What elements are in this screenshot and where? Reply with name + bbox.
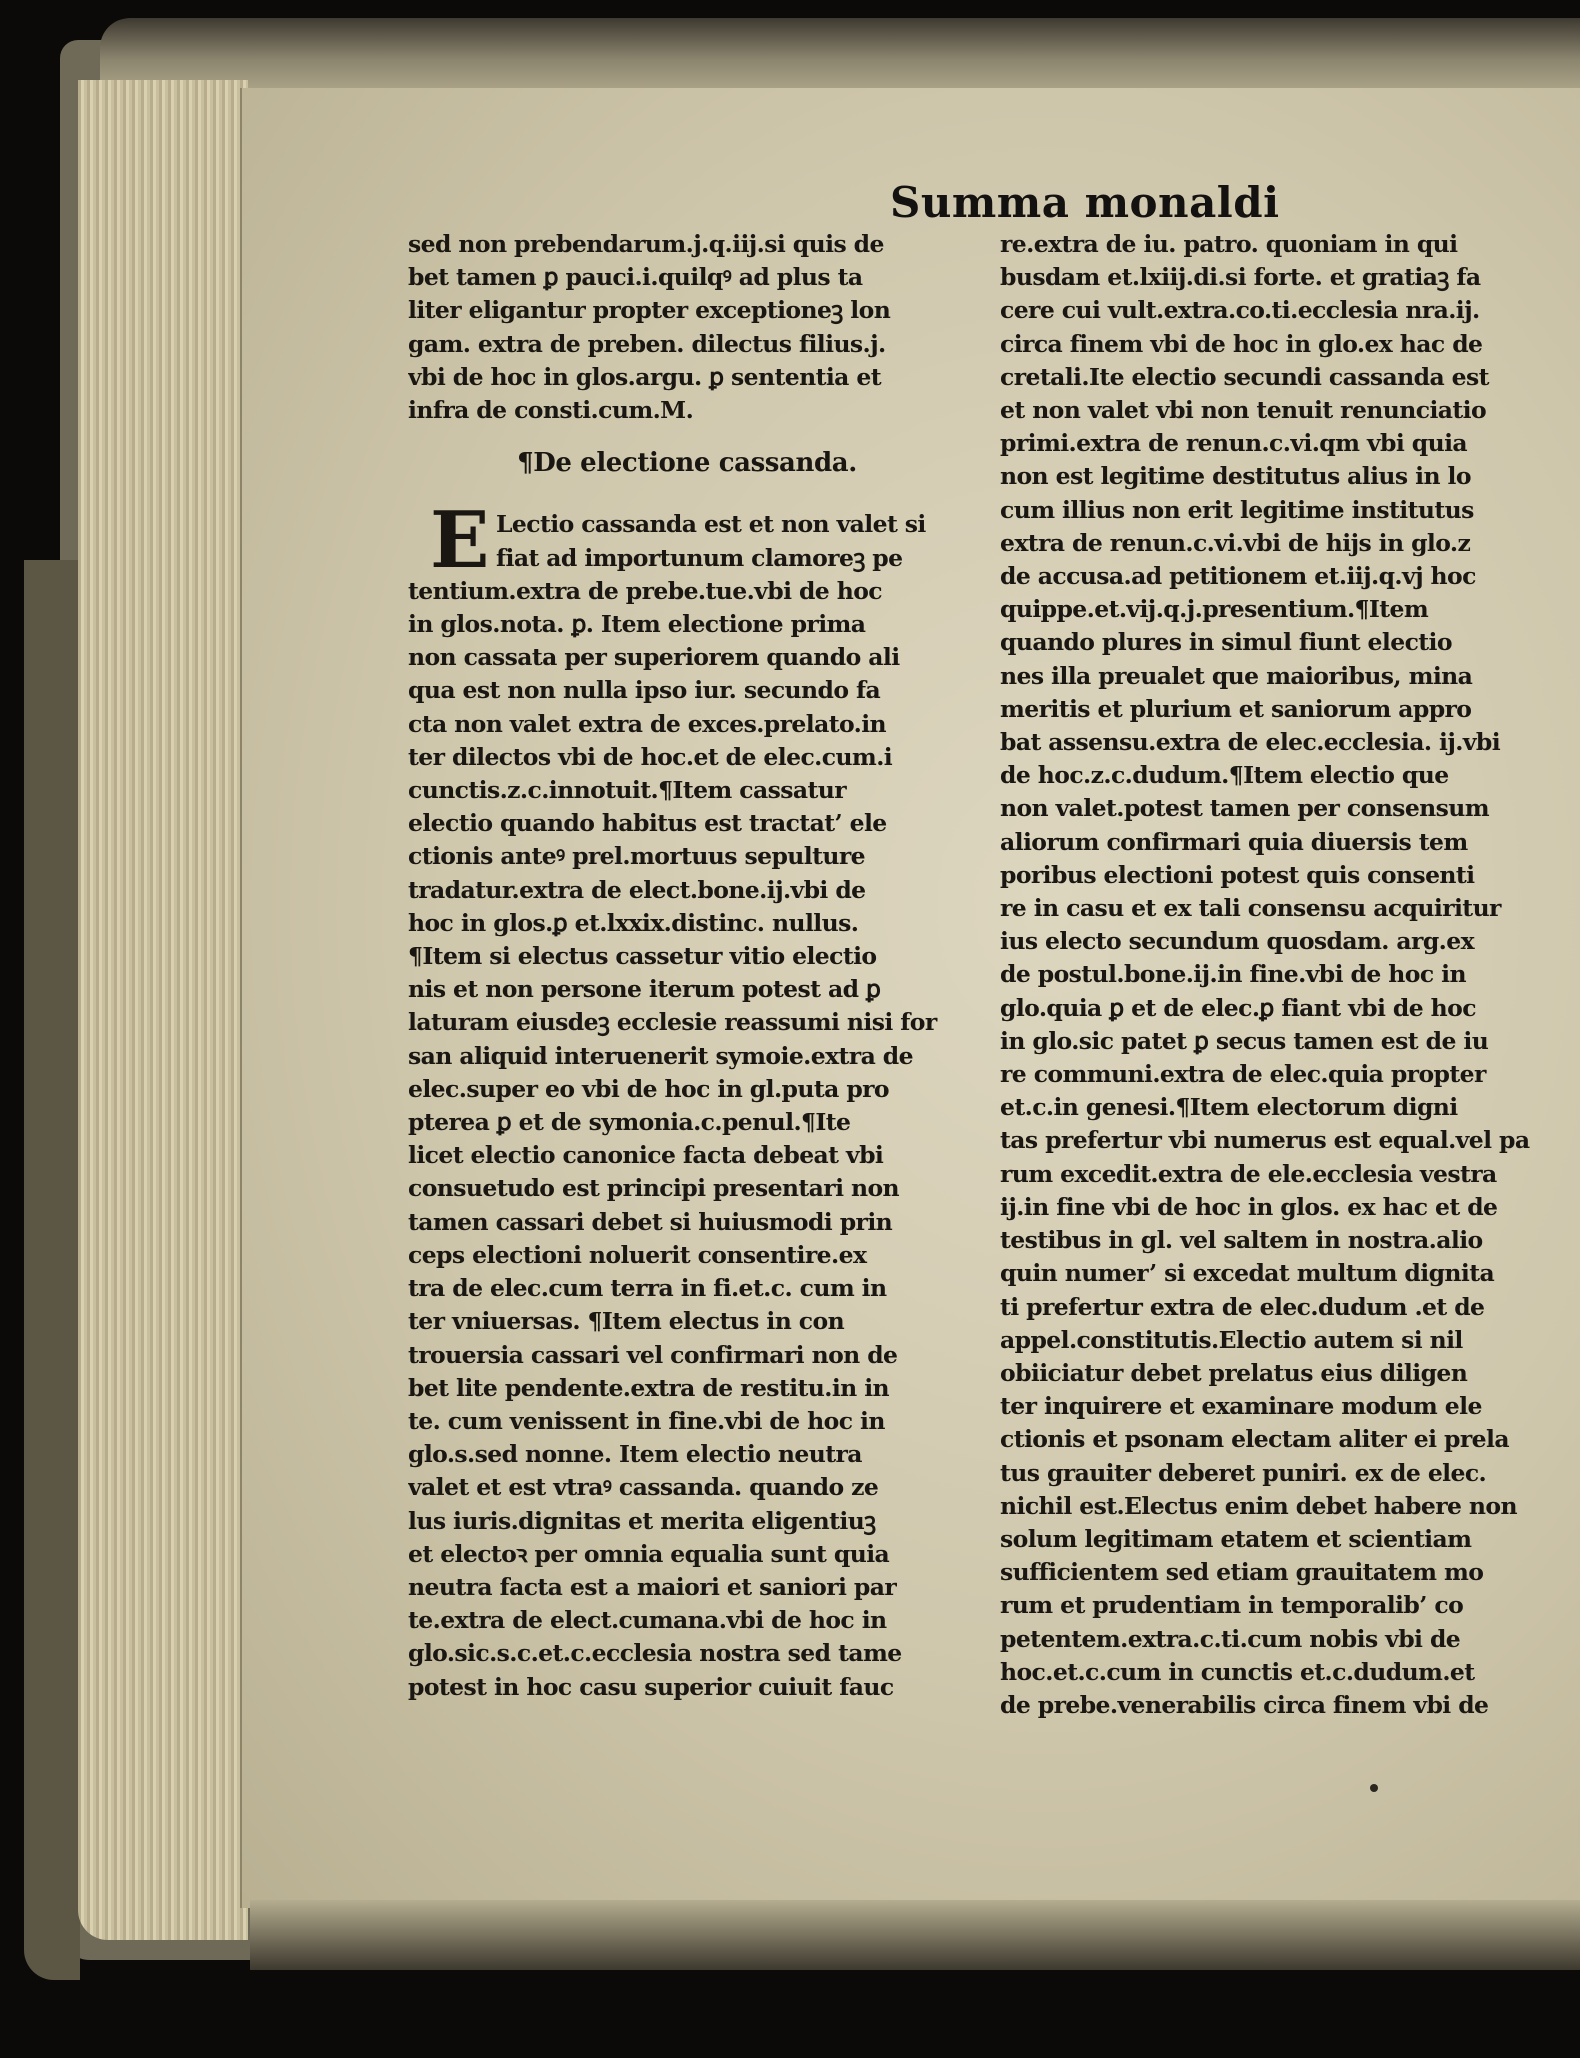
text-line: cta non valet extra de exces.prelato.in: [408, 709, 887, 738]
cover-edge: [24, 560, 80, 1980]
text-line: busdam et.lxiij.di.si forte. et gratiaꝫ fa: [1000, 263, 1481, 292]
book-top-edge: [100, 18, 1580, 88]
text-line: tus grauiter deberet puniri. ex de elec.: [1000, 1458, 1487, 1487]
text-line: ceps electioni noluerit consentire.ex: [408, 1240, 867, 1269]
text-line: ti prefertur extra de elec.dudum .et de: [1000, 1292, 1485, 1321]
text-line: non cassata per superiorem quando ali: [408, 643, 900, 672]
text-line: re in casu et ex tali consensu acquiritur: [1000, 894, 1501, 923]
text-line: trouersia cassari vel confirmari non de: [408, 1340, 898, 1369]
text-line: nichil est.Electus enim debet habere non: [1000, 1491, 1517, 1520]
text-line: in glo.sic patet ꝑ secus tamen est de iu: [1000, 1026, 1489, 1055]
text-line: bet tamen ꝑ pauci.i.quilqꝰ ad plus ta: [408, 263, 863, 292]
text-line: meritis et plurium et saniorum appro: [1000, 694, 1472, 723]
text-line: ter dilectos vbi de hoc.et de elec.cum.i: [408, 742, 893, 771]
text-line: te. cum venissent in fine.vbi de hoc in: [408, 1406, 885, 1435]
text-line: re.extra de iu. patro. quoniam in qui: [1000, 230, 1458, 258]
text-line: cunctis.z.c.innotuit.¶Item cassatur: [408, 776, 847, 805]
text-line: ter vniuersas. ¶Item electus in con: [408, 1307, 845, 1336]
left-column: [408, 228, 966, 1704]
text-line: hoc in glos.ꝑ et.lxxix.distinc. nullus.: [408, 908, 859, 937]
text-line: infra de consti.cum.M.: [408, 396, 694, 425]
text-line: electio quando habitus est tractat’ ele: [408, 809, 887, 838]
text-line: Lectio cassanda est et non valet si: [496, 510, 926, 539]
text-line: ter inquirere et examinare modum ele: [1000, 1392, 1482, 1421]
text-line: tradatur.extra de elect.bone.ij.vbi de: [408, 875, 866, 904]
text-line: te.extra de elect.cumana.vbi de hoc in: [408, 1606, 887, 1635]
text-line: sufficientem sed etiam grauitatem mo: [1000, 1558, 1484, 1587]
text-line: aliorum confirmari quia diuersis tem: [1000, 827, 1468, 856]
text-line: de accusa.ad petitionem et.iij.q.vj hoc: [1000, 562, 1476, 591]
text-line: elec.super eo vbi de hoc in gl.puta pro: [408, 1074, 890, 1103]
running-head: Summa monaldi: [890, 178, 1280, 227]
text-line: cretali.Ite electio secundi cassanda est: [1000, 362, 1489, 391]
text-line: neutra facta est a maiori et saniori par: [408, 1572, 897, 1601]
text-line: petentem.extra.c.ti.cum nobis vbi de: [1000, 1624, 1461, 1653]
text-line: glo.quia ꝑ et de elec.ꝑ fiant vbi de hoc: [1000, 993, 1476, 1022]
text-line: de prebe.venerabilis circa finem vbi de: [1000, 1690, 1489, 1719]
text-line: cere cui vult.extra.co.ti.ecclesia nra.ij.: [1000, 296, 1480, 325]
section-opening: [408, 495, 966, 587]
text-line: solum legitimam etatem et scientiam: [1000, 1524, 1472, 1553]
text-line: testibus in gl. vel saltem in nostra.alio: [1000, 1226, 1483, 1255]
text-line: poribus electioni potest quis consenti: [1000, 860, 1475, 889]
text-line: laturam eiusdeꝫ ecclesie reassumi nisi for: [408, 1008, 937, 1037]
page-fore-edge: [78, 80, 248, 1940]
text-line: hoc.et.c.cum in cunctis et.c.dudum.et: [1000, 1657, 1475, 1686]
text-line: tamen cassari debet si huiusmodi prin: [408, 1207, 893, 1236]
text-line: nes illa preualet que maioribus, mina: [1000, 661, 1473, 690]
text-line: valet et est vtraꝰ cassanda. quando ze: [408, 1473, 879, 1502]
text-line: pterea ꝑ et de symonia.c.penul.¶Ite: [408, 1108, 851, 1137]
text-line: potest in hoc casu superior cuiuit fauc: [408, 1672, 894, 1701]
text-line: de hoc.z.c.dudum.¶Item electio que: [1000, 761, 1449, 790]
text-line: et electoꝛ per omnia equalia sunt quia: [408, 1539, 890, 1568]
text-line: fiat ad importunum clamoreꝫ pe: [496, 543, 903, 572]
text-line: appel.constitutis.Electio autem si nil: [1000, 1325, 1463, 1354]
drop-cap-initial: E: [430, 495, 490, 587]
text-line: tentium.extra de prebe.tue.vbi de hoc: [408, 576, 883, 605]
text-line: quando plures in simul fiunt electio: [1000, 628, 1452, 657]
text-line: non valet.potest tamen per consensum: [1000, 794, 1490, 823]
text-line: bet lite pendente.extra de restitu.in in: [408, 1373, 890, 1402]
text-line: et non valet vbi non tenuit renunciatio: [1000, 396, 1487, 425]
text-line: et.c.in genesi.¶Item electorum digni: [1000, 1093, 1458, 1122]
text-line: in glos.nota. ꝑ. Item electione prima: [408, 610, 866, 639]
text-line: vbi de hoc in glos.argu. ꝑ sententia et: [408, 362, 881, 391]
text-line: consuetudo est principi presentari non: [408, 1174, 900, 1203]
text-line: licet electio canonice facta debeat vbi: [408, 1141, 884, 1170]
ink-speck: [1370, 1784, 1378, 1792]
text-line: san aliquid interuenerit symoie.extra de: [408, 1041, 913, 1070]
text-line: ij.in fine vbi de hoc in glos. ex hac et de: [1000, 1192, 1498, 1221]
text-line: gam. extra de preben. dilectus filius.j.: [408, 329, 886, 358]
text-line: ¶Item si electus cassetur vitio electio: [408, 942, 877, 971]
text-line: tas prefertur vbi numerus est equal.vel pa: [1000, 1126, 1530, 1155]
text-line: obiiciatur debet prelatus eius diligen: [1000, 1358, 1468, 1387]
text-line: rum et prudentiam in temporalib’ co: [1000, 1591, 1464, 1620]
text-line: liter eligantur propter exceptioneꝫ lon: [408, 296, 891, 325]
text-line: extra de renun.c.vi.vbi de hijs in glo.z: [1000, 528, 1471, 557]
text-line: quippe.et.vij.q.j.presentium.¶Item: [1000, 595, 1429, 624]
text-line: glo.sic.s.c.et.c.ecclesia nostra sed tame: [408, 1639, 902, 1668]
text-line: ctionis et psonam electam aliter ei prela: [1000, 1425, 1509, 1454]
text-line: sed non prebendarum.j.q.iij.si quis de: [408, 230, 884, 258]
text-line: primi.extra de renun.c.vi.qm vbi quia: [1000, 429, 1468, 458]
text-line: bat assensu.extra de elec.ecclesia. ij.vbi: [1000, 728, 1501, 757]
text-line: lus iuris.dignitas et merita eligentiuꝫ: [408, 1506, 876, 1535]
text-line: glo.s.sed nonne. Item electio neutra: [408, 1440, 862, 1469]
section-body-text: [408, 575, 966, 1704]
section-heading: ¶De electione cassanda.: [517, 448, 857, 479]
text-line: rum excedit.extra de ele.ecclesia vestra: [1000, 1159, 1497, 1188]
text-line: qua est non nulla ipso iur. secundo fa: [408, 676, 881, 705]
right-column-text: [1000, 228, 1545, 1722]
text-line: re communi.extra de elec.quia propter: [1000, 1060, 1486, 1089]
page-bottom-shadow: [250, 1900, 1580, 1970]
text-line: ius electo secundum quosdam. arg.ex: [1000, 927, 1474, 956]
text-line: cum illius non erit legitime institutus: [1000, 495, 1474, 524]
right-column: [1000, 228, 1545, 1722]
text-line: quin numer’ si excedat multum dignita: [1000, 1259, 1495, 1288]
text-line: non est legitime destitutus alius in lo: [1000, 462, 1471, 491]
text-line: nis et non persone iterum potest ad ꝑ: [408, 975, 881, 1004]
left-column-opening-text: [408, 228, 966, 427]
text-line: ctionis anteꝰ prel.mortuus sepulture: [408, 842, 865, 871]
text-line: de postul.bone.ij.in fine.vbi de hoc in: [1000, 960, 1466, 989]
text-line: circa finem vbi de hoc in glo.ex hac de: [1000, 329, 1483, 358]
text-line: tra de elec.cum terra in fi.et.c. cum in: [408, 1274, 887, 1303]
